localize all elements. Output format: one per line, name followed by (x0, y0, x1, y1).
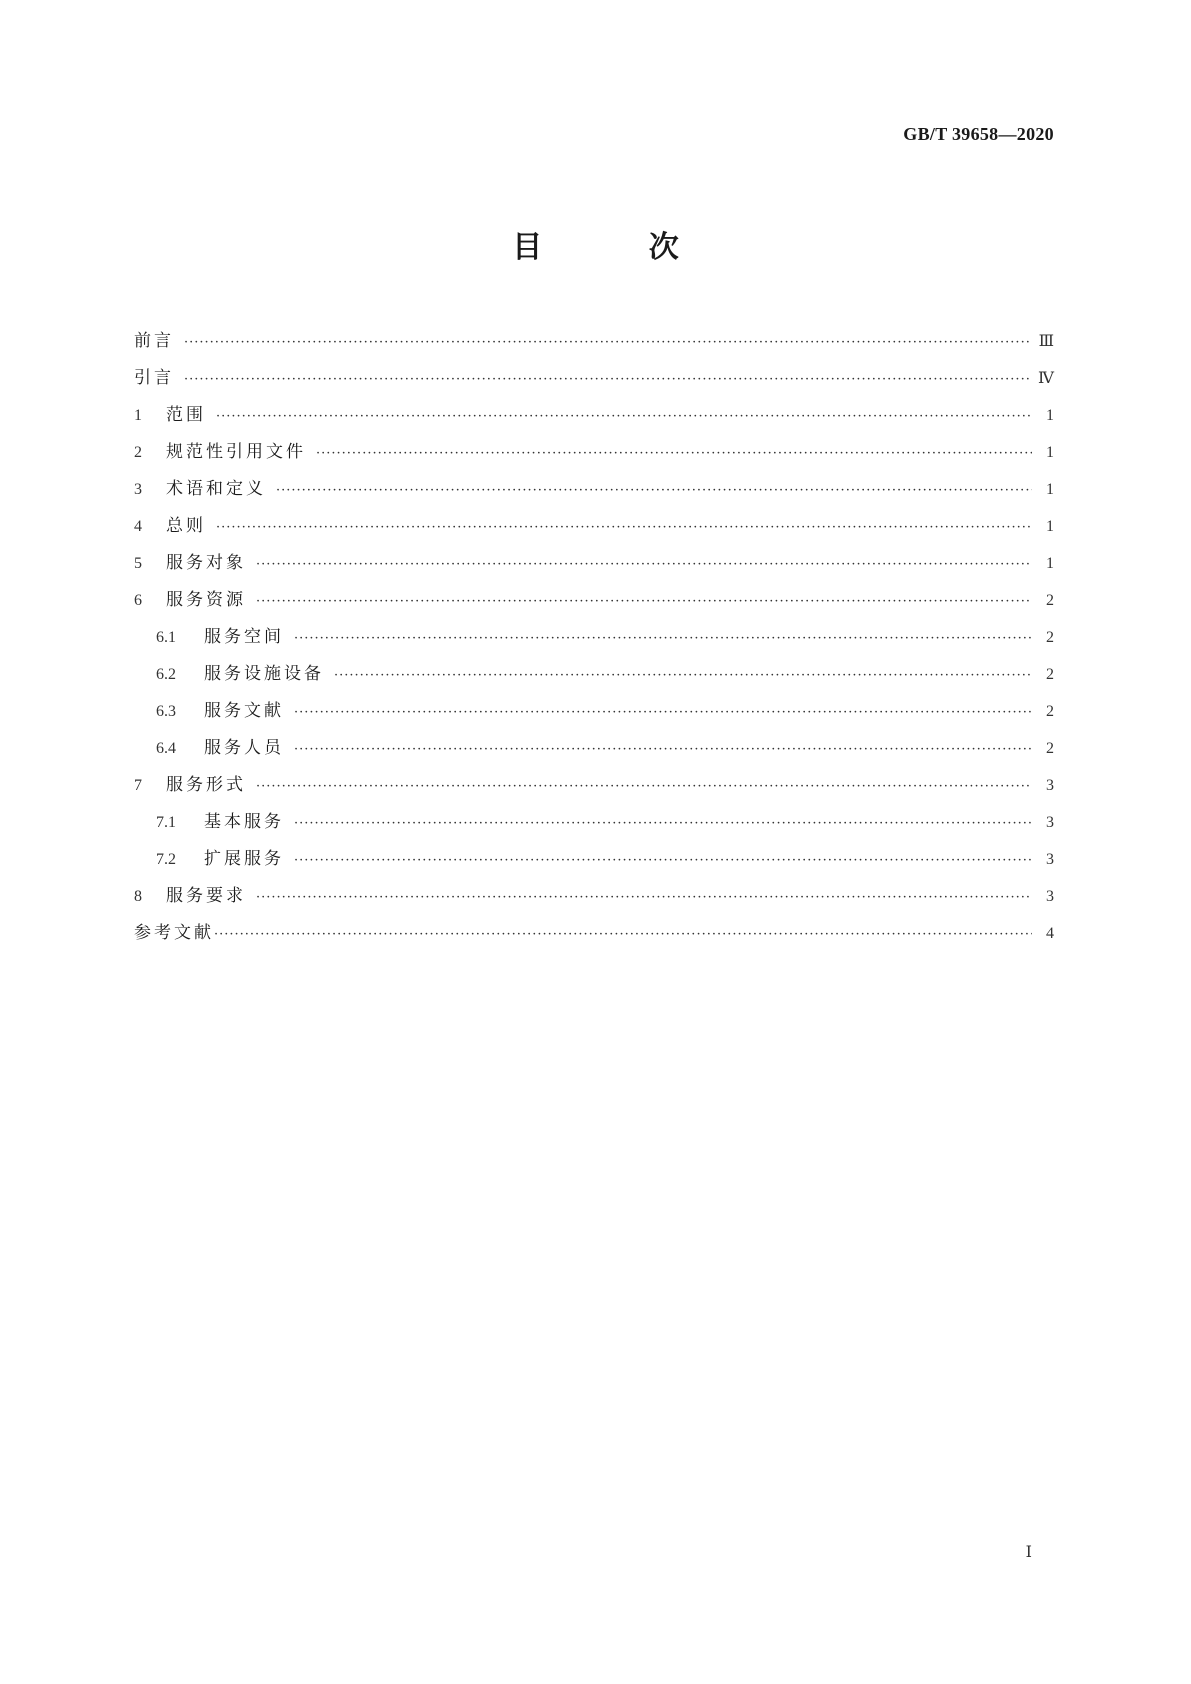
toc-leader-dots (316, 435, 1032, 472)
toc-leader-dots (294, 805, 1032, 842)
standard-code: GB/T 39658—2020 (903, 124, 1054, 144)
toc-entry-page: 1 (1046, 444, 1054, 461)
page-title: 目 次 (512, 230, 727, 265)
toc-leader-dots (294, 731, 1032, 768)
toc-leader-dots (294, 842, 1032, 879)
toc-entry-page: 3 (1046, 851, 1054, 868)
toc-entry-6-4[interactable] (134, 730, 1054, 767)
toc-leader-dots (214, 916, 1032, 953)
toc-entry-label: 参考文献 (134, 923, 214, 943)
toc-entry-7-1[interactable] (134, 804, 1054, 841)
toc-entry-label: 规范性引用文件 (166, 442, 306, 462)
toc-entry-label: 服务形式 (166, 775, 246, 795)
toc-entry-label: 服务要求 (166, 886, 246, 906)
toc-entry-page: 3 (1046, 888, 1054, 905)
toc-entry-6-3[interactable] (134, 693, 1054, 730)
toc-entry-number: 7.2 (156, 851, 176, 868)
toc-entry-number: 6.1 (156, 629, 176, 646)
toc-entry-page: 4 (1046, 925, 1054, 942)
toc-leader-dots (184, 324, 1031, 361)
toc-entry-label: 术语和定义 (166, 479, 266, 499)
toc-entry-label: 总则 (166, 516, 206, 536)
toc-entry-page: 2 (1046, 666, 1054, 683)
toc-entry-page: Ⅳ (1038, 370, 1054, 387)
toc-entry-page: 2 (1046, 629, 1054, 646)
toc-entry-label: 前言 (134, 331, 174, 351)
toc-leader-dots (276, 472, 1032, 509)
toc-entry-label: 扩展服务 (204, 849, 284, 869)
toc-entry-label: 范围 (166, 405, 206, 425)
toc-entry-number: 4 (134, 518, 142, 535)
toc-entry-number: 7 (134, 777, 142, 794)
toc-entry-2[interactable] (134, 434, 1054, 471)
toc-leader-dots (294, 620, 1032, 657)
toc-entry-number: 6 (134, 592, 142, 609)
toc-entry-number: 8 (134, 888, 142, 905)
toc-leader-dots (216, 398, 1032, 435)
toc-entry-number: 6.2 (156, 666, 176, 683)
toc-entry-page: 2 (1046, 740, 1054, 757)
toc-entry-7[interactable] (134, 767, 1054, 804)
toc-entry-number: 1 (134, 407, 142, 424)
toc-entry-6-1[interactable] (134, 619, 1054, 656)
toc-entry-page: 1 (1046, 407, 1054, 424)
toc-entry-6[interactable] (134, 582, 1054, 619)
toc-entry-4[interactable] (134, 508, 1054, 545)
toc-entry-6-2[interactable] (134, 656, 1054, 693)
toc-leader-dots (184, 361, 1030, 398)
toc-leader-dots (256, 768, 1032, 805)
toc-entry-1[interactable] (134, 397, 1054, 434)
toc-entry-7-2[interactable] (134, 841, 1054, 878)
toc-leader-dots (294, 694, 1032, 731)
toc-entry-number: 7.1 (156, 814, 176, 831)
toc-entry-label: 服务文献 (204, 701, 284, 721)
toc-entry-foreword[interactable] (134, 323, 1054, 360)
toc-entry-page: 1 (1046, 555, 1054, 572)
toc-leader-dots (256, 879, 1032, 916)
toc-entry-3[interactable] (134, 471, 1054, 508)
toc-entry-5[interactable] (134, 545, 1054, 582)
toc-entry-number: 6.4 (156, 740, 176, 757)
toc-entry-bibliography[interactable] (134, 915, 1054, 952)
toc-entry-label: 服务设施设备 (204, 664, 324, 684)
toc-entry-label: 服务空间 (204, 627, 284, 647)
toc-leader-dots (256, 546, 1032, 583)
toc-entry-number: 3 (134, 481, 142, 498)
toc-entry-page: 3 (1046, 777, 1054, 794)
toc-entry-label: 服务资源 (166, 590, 246, 610)
toc-entry-8[interactable] (134, 878, 1054, 915)
toc-entry-number: 5 (134, 555, 142, 572)
toc-entry-page: 3 (1046, 814, 1054, 831)
toc-entry-page: 2 (1046, 703, 1054, 720)
toc-entry-page: 1 (1046, 518, 1054, 535)
toc-entry-label: 服务人员 (204, 738, 284, 758)
toc-entry-label: 服务对象 (166, 553, 246, 573)
toc-leader-dots (256, 583, 1032, 620)
toc-leader-dots (216, 509, 1032, 546)
toc-entry-page: 1 (1046, 481, 1054, 498)
toc-entry-page: Ⅲ (1038, 333, 1054, 350)
toc-entry-number: 2 (134, 444, 142, 461)
toc-entry-page: 2 (1046, 592, 1054, 609)
toc-entry-number: 6.3 (156, 703, 176, 720)
toc-leader-dots (334, 657, 1032, 694)
table-of-contents (134, 323, 1054, 952)
toc-entry-introduction[interactable] (134, 360, 1054, 397)
toc-entry-label: 基本服务 (204, 812, 284, 832)
page-number: Ⅰ (1025, 1544, 1032, 1561)
toc-entry-label: 引言 (134, 368, 174, 388)
